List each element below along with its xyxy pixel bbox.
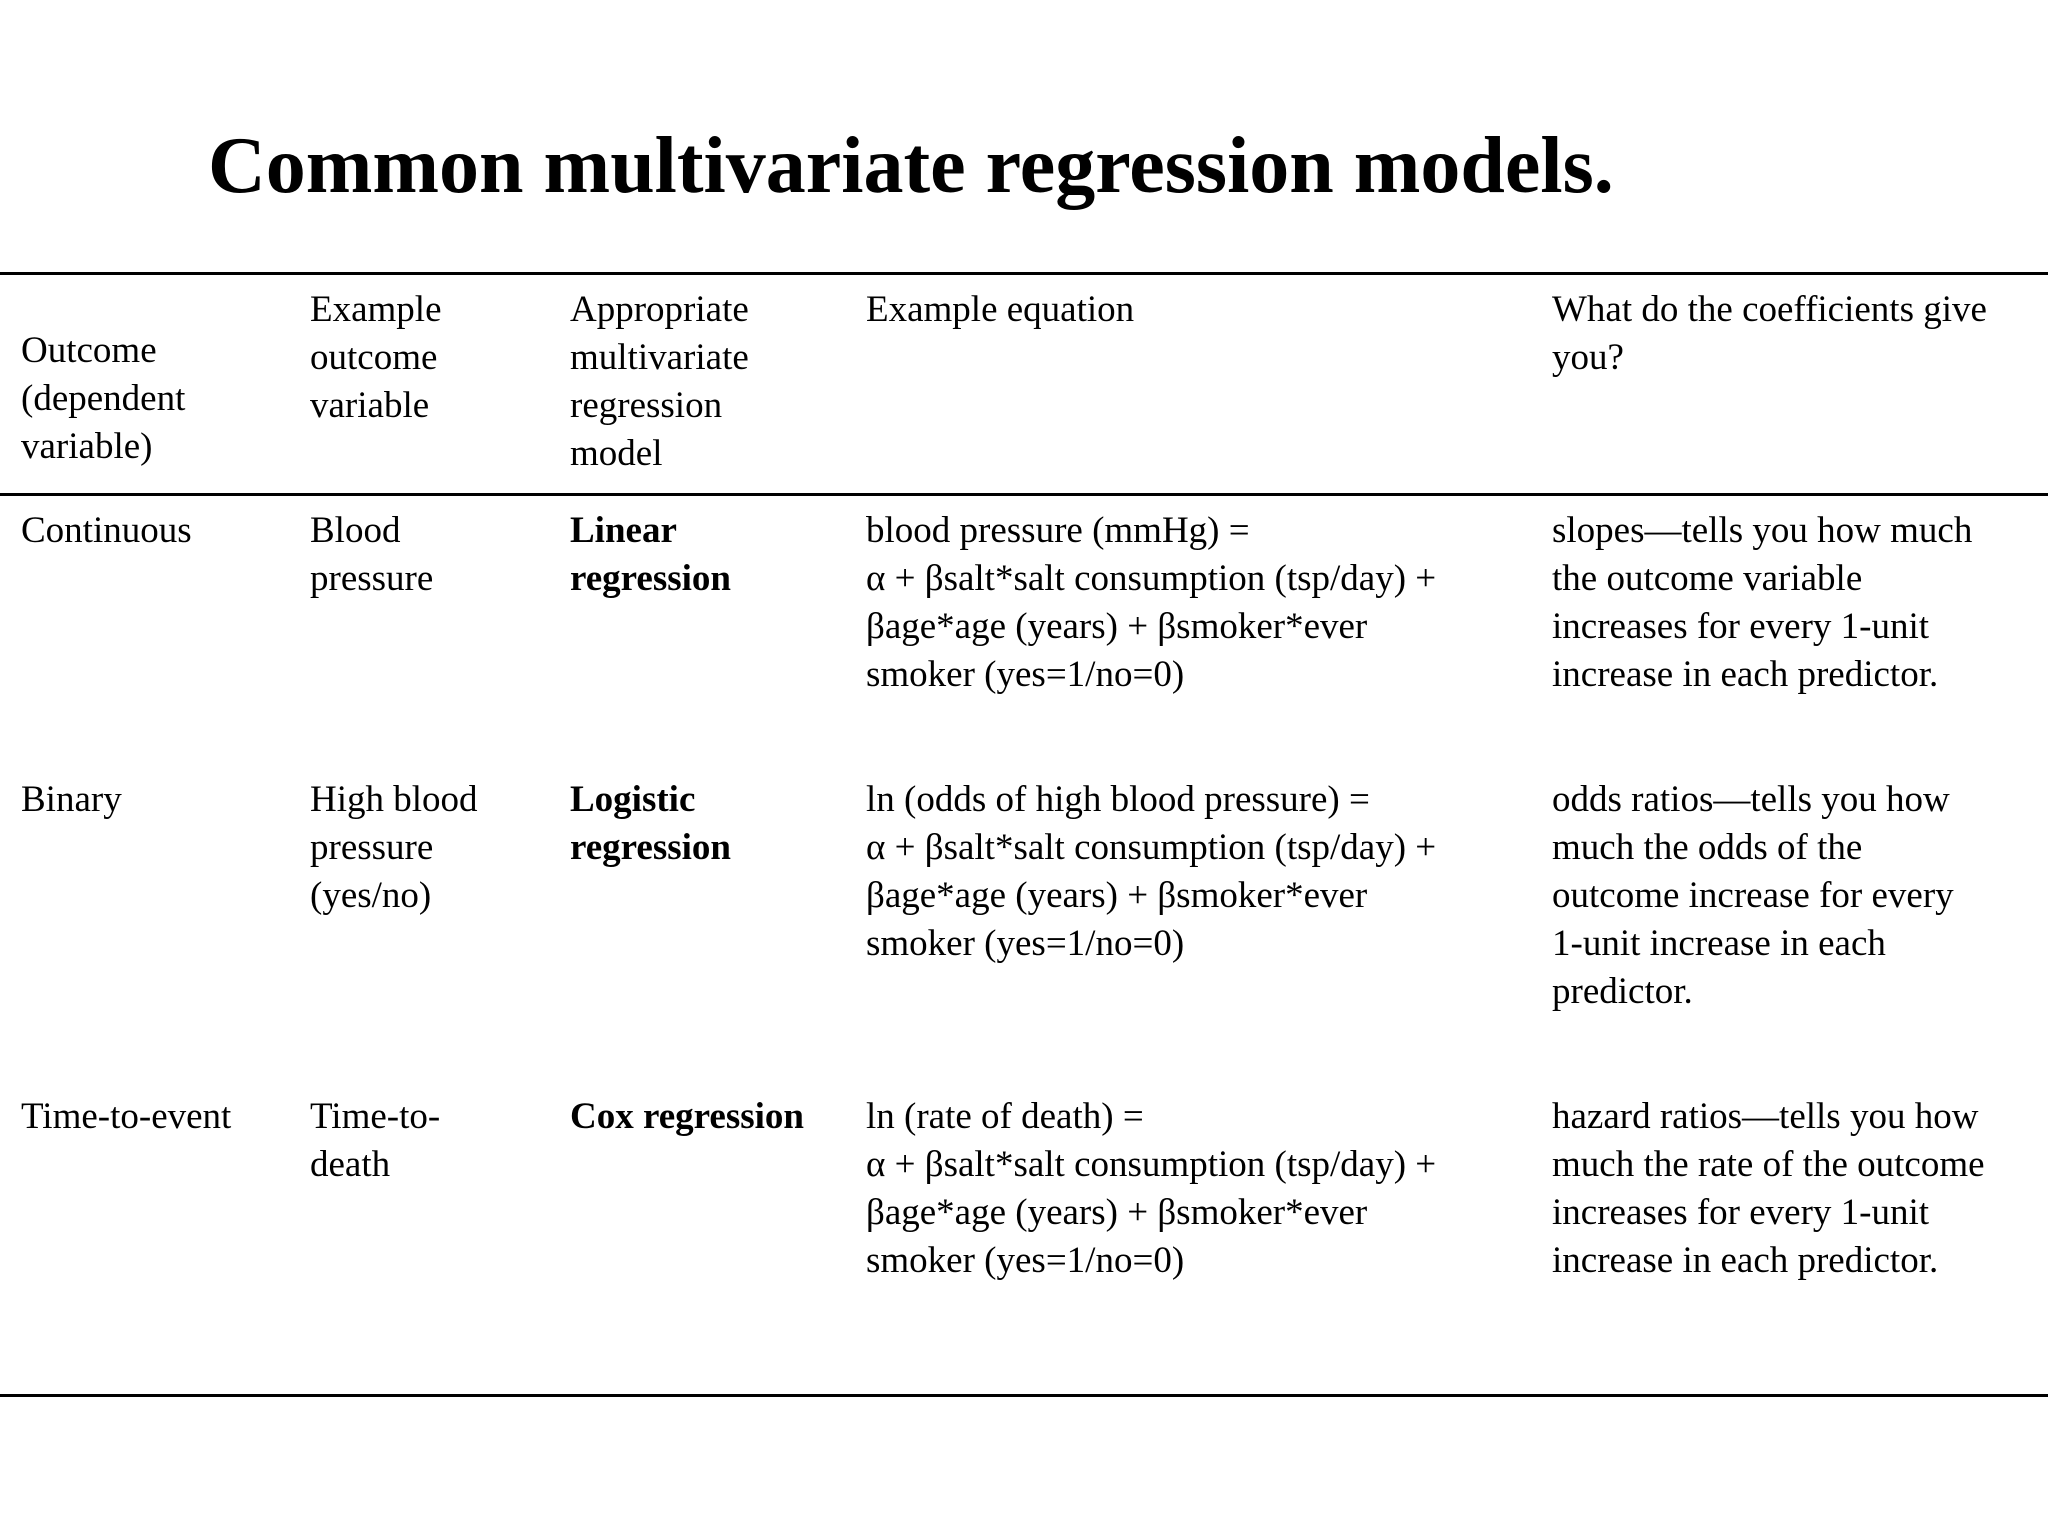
row-binary-example-variable: High blood pressure (yes/no) bbox=[310, 779, 478, 916]
row-time-to-event-model: Cox regression bbox=[570, 1096, 804, 1137]
header-regression-model: Appropriate multivariate regression model bbox=[570, 289, 749, 474]
header-outcome: Outcome (dependent variable) bbox=[21, 330, 186, 467]
header-example-outcome-variable: Example outcome variable bbox=[310, 289, 442, 426]
header-rule bbox=[0, 493, 2048, 496]
row-time-to-event-outcome: Time-to-event bbox=[21, 1096, 232, 1137]
table-bottom-rule bbox=[0, 1394, 2048, 1397]
row-time-to-event-coefficients: hazard ratios—tells you how much the rate of the outcome increases for every 1-unit increase in each predictor. bbox=[1552, 1096, 1985, 1281]
row-time-to-event-example-variable: Time-to- death bbox=[310, 1096, 441, 1185]
row-time-to-event-equation: ln (rate of death) = α + βsalt*salt consumption (tsp/day) + βage*age (years) + βsmoker*ever smoker (yes=1/no=0) bbox=[866, 1096, 1437, 1281]
page-title: Common multivariate regression models. bbox=[208, 122, 1614, 210]
row-continuous-coefficients: slopes—tells you how much the outcome variable increases for every 1-unit increase in each predictor. bbox=[1552, 510, 1973, 695]
row-binary-coefficients: odds ratios—tells you how much the odds of the outcome increase for every 1-unit increase in each predictor. bbox=[1552, 779, 1954, 1012]
row-continuous-model: Linear regression bbox=[570, 510, 732, 599]
header-example-equation: Example equation bbox=[866, 289, 1135, 330]
row-continuous-equation: blood pressure (mmHg) = α + βsalt*salt consumption (tsp/day) + βage*age (years) + βsmoker*ever smoker (yes=1/no=0) bbox=[866, 510, 1437, 695]
table-top-rule bbox=[0, 272, 2048, 275]
header-coefficients: What do the coefficients give you? bbox=[1552, 289, 1987, 378]
row-binary-outcome: Binary bbox=[21, 779, 122, 820]
row-continuous-outcome: Continuous bbox=[21, 510, 192, 551]
row-continuous-example-variable: Blood pressure bbox=[310, 510, 434, 599]
row-binary-equation: ln (odds of high blood pressure) = α + βsalt*salt consumption (tsp/day) + βage*age (years) + βsmoker*ever smoker (yes=1/no=0) bbox=[866, 779, 1437, 964]
row-binary-model: Logistic regression bbox=[570, 779, 732, 868]
